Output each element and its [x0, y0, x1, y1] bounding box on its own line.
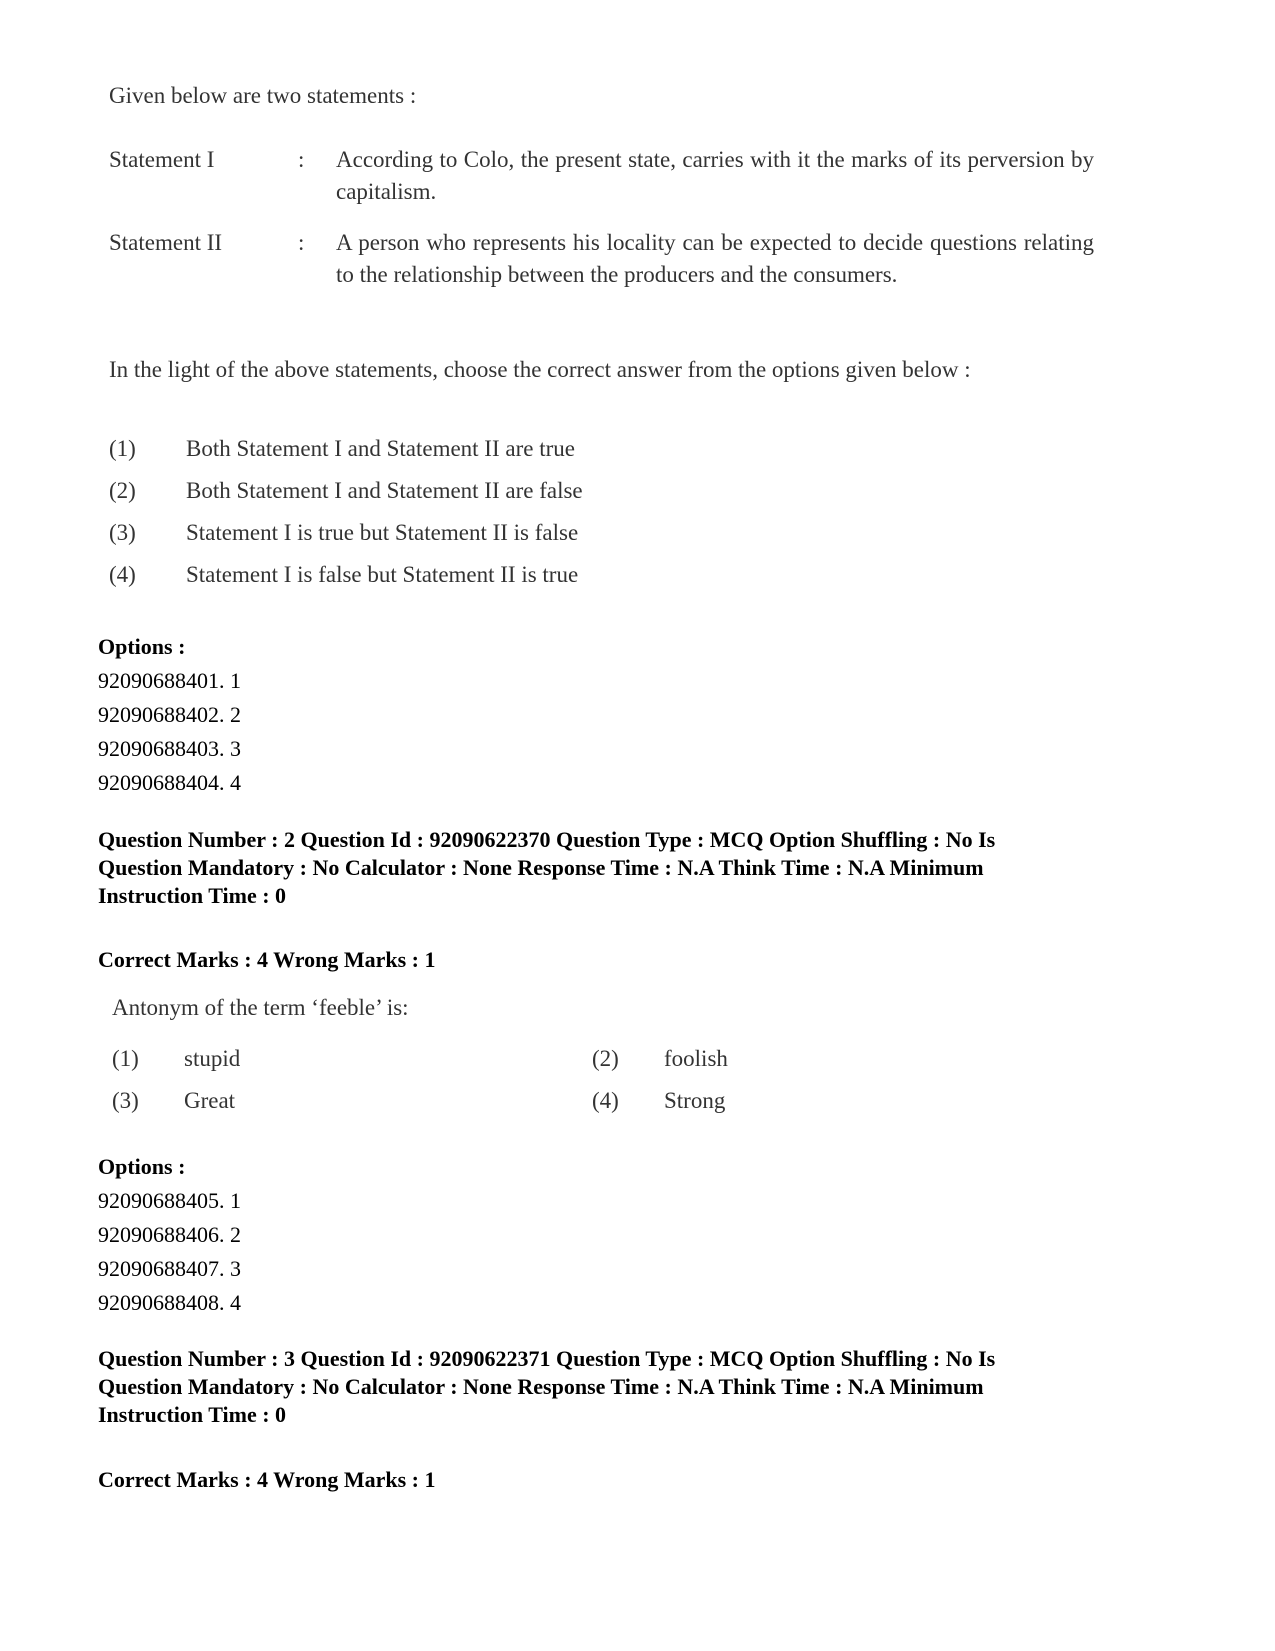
q1-choice-4 — [109, 559, 578, 591]
option-id: 92090688406. 2 — [98, 1222, 241, 1247]
statement-label: Statement II — [109, 230, 223, 255]
choice-number: (2) — [592, 1046, 619, 1071]
choice-text: foolish — [664, 1046, 728, 1071]
choice-text: Both Statement I and Statement II are true — [186, 436, 575, 461]
q1-intro: Given below are two statements : — [109, 83, 417, 108]
option-id: 92090688407. 3 — [98, 1256, 241, 1281]
header-line: Question Mandatory : No Calculator : None Response Time : N.A Think Time : N.A Minimum — [98, 855, 984, 880]
option-id: 92090688402. 2 — [98, 702, 241, 727]
choice-number: (2) — [109, 478, 136, 503]
q2-options — [98, 1150, 241, 1320]
choice-number: (1) — [112, 1046, 139, 1071]
choice-number: (4) — [109, 562, 136, 587]
q1-choice-1 — [109, 433, 575, 465]
choice-text: Great — [184, 1088, 236, 1113]
header-line: Question Number : 3 Question Id : 92090622371 Question Type : MCQ Option Shuffling : No Is — [98, 1346, 996, 1371]
header-line: Question Mandatory : No Calculator : None Response Time : N.A Think Time : N.A Minimum — [98, 1374, 984, 1399]
statement-colon: : — [298, 147, 305, 172]
statement-text: According to Colo, the present state, carries with it the marks of its perversion by capitalism. — [336, 147, 1094, 204]
choice-text: Both Statement I and Statement II are false — [186, 478, 583, 503]
q2-header — [98, 826, 1178, 910]
options-heading: Options : — [98, 1154, 186, 1179]
q2-stem: Antonym of the term ‘feeble’ is: — [112, 995, 409, 1020]
option-id: 92090688404. 4 — [98, 770, 241, 795]
q3-marks: Correct Marks : 4 Wrong Marks : 1 — [98, 1467, 436, 1492]
q1-options — [98, 630, 241, 800]
choice-text: stupid — [184, 1046, 241, 1071]
q1-choice-2 — [109, 475, 583, 507]
q1-instruction: In the light of the above statements, choose the correct answer from the options given below : — [109, 357, 971, 382]
choice-number: (1) — [109, 436, 136, 461]
header-line: Instruction Time : 0 — [98, 1402, 287, 1427]
statement-label: Statement I — [109, 147, 215, 172]
q1-choice-3 — [109, 517, 578, 549]
choice-text: Strong — [664, 1088, 726, 1113]
q2-choice-2 — [592, 1046, 728, 1072]
header-line: Instruction Time : 0 — [98, 883, 287, 908]
option-id: 92090688405. 1 — [98, 1188, 241, 1213]
option-id: 92090688408. 4 — [98, 1290, 241, 1315]
q2-choice-3 — [112, 1088, 235, 1114]
choice-number: (3) — [112, 1088, 139, 1113]
q2-marks: Correct Marks : 4 Wrong Marks : 1 — [98, 947, 436, 972]
option-id: 92090688401. 1 — [98, 668, 241, 693]
choice-text: Statement I is false but Statement II is true — [186, 562, 579, 587]
q2-choice-4 — [592, 1088, 725, 1114]
q2-choice-1 — [112, 1046, 240, 1072]
choice-number: (4) — [592, 1088, 619, 1113]
statement-colon: : — [298, 230, 305, 255]
options-heading: Options : — [98, 634, 186, 659]
q3-header — [98, 1345, 1178, 1429]
choice-number: (3) — [109, 520, 136, 545]
choice-text: Statement I is true but Statement II is false — [186, 520, 579, 545]
header-line: Question Number : 2 Question Id : 92090622370 Question Type : MCQ Option Shuffling : No Is — [98, 827, 996, 852]
option-id: 92090688403. 3 — [98, 736, 241, 761]
statement-text: A person who represents his locality can be expected to decide questions relating to the relationship between the producers and the consumers. — [336, 230, 1094, 287]
